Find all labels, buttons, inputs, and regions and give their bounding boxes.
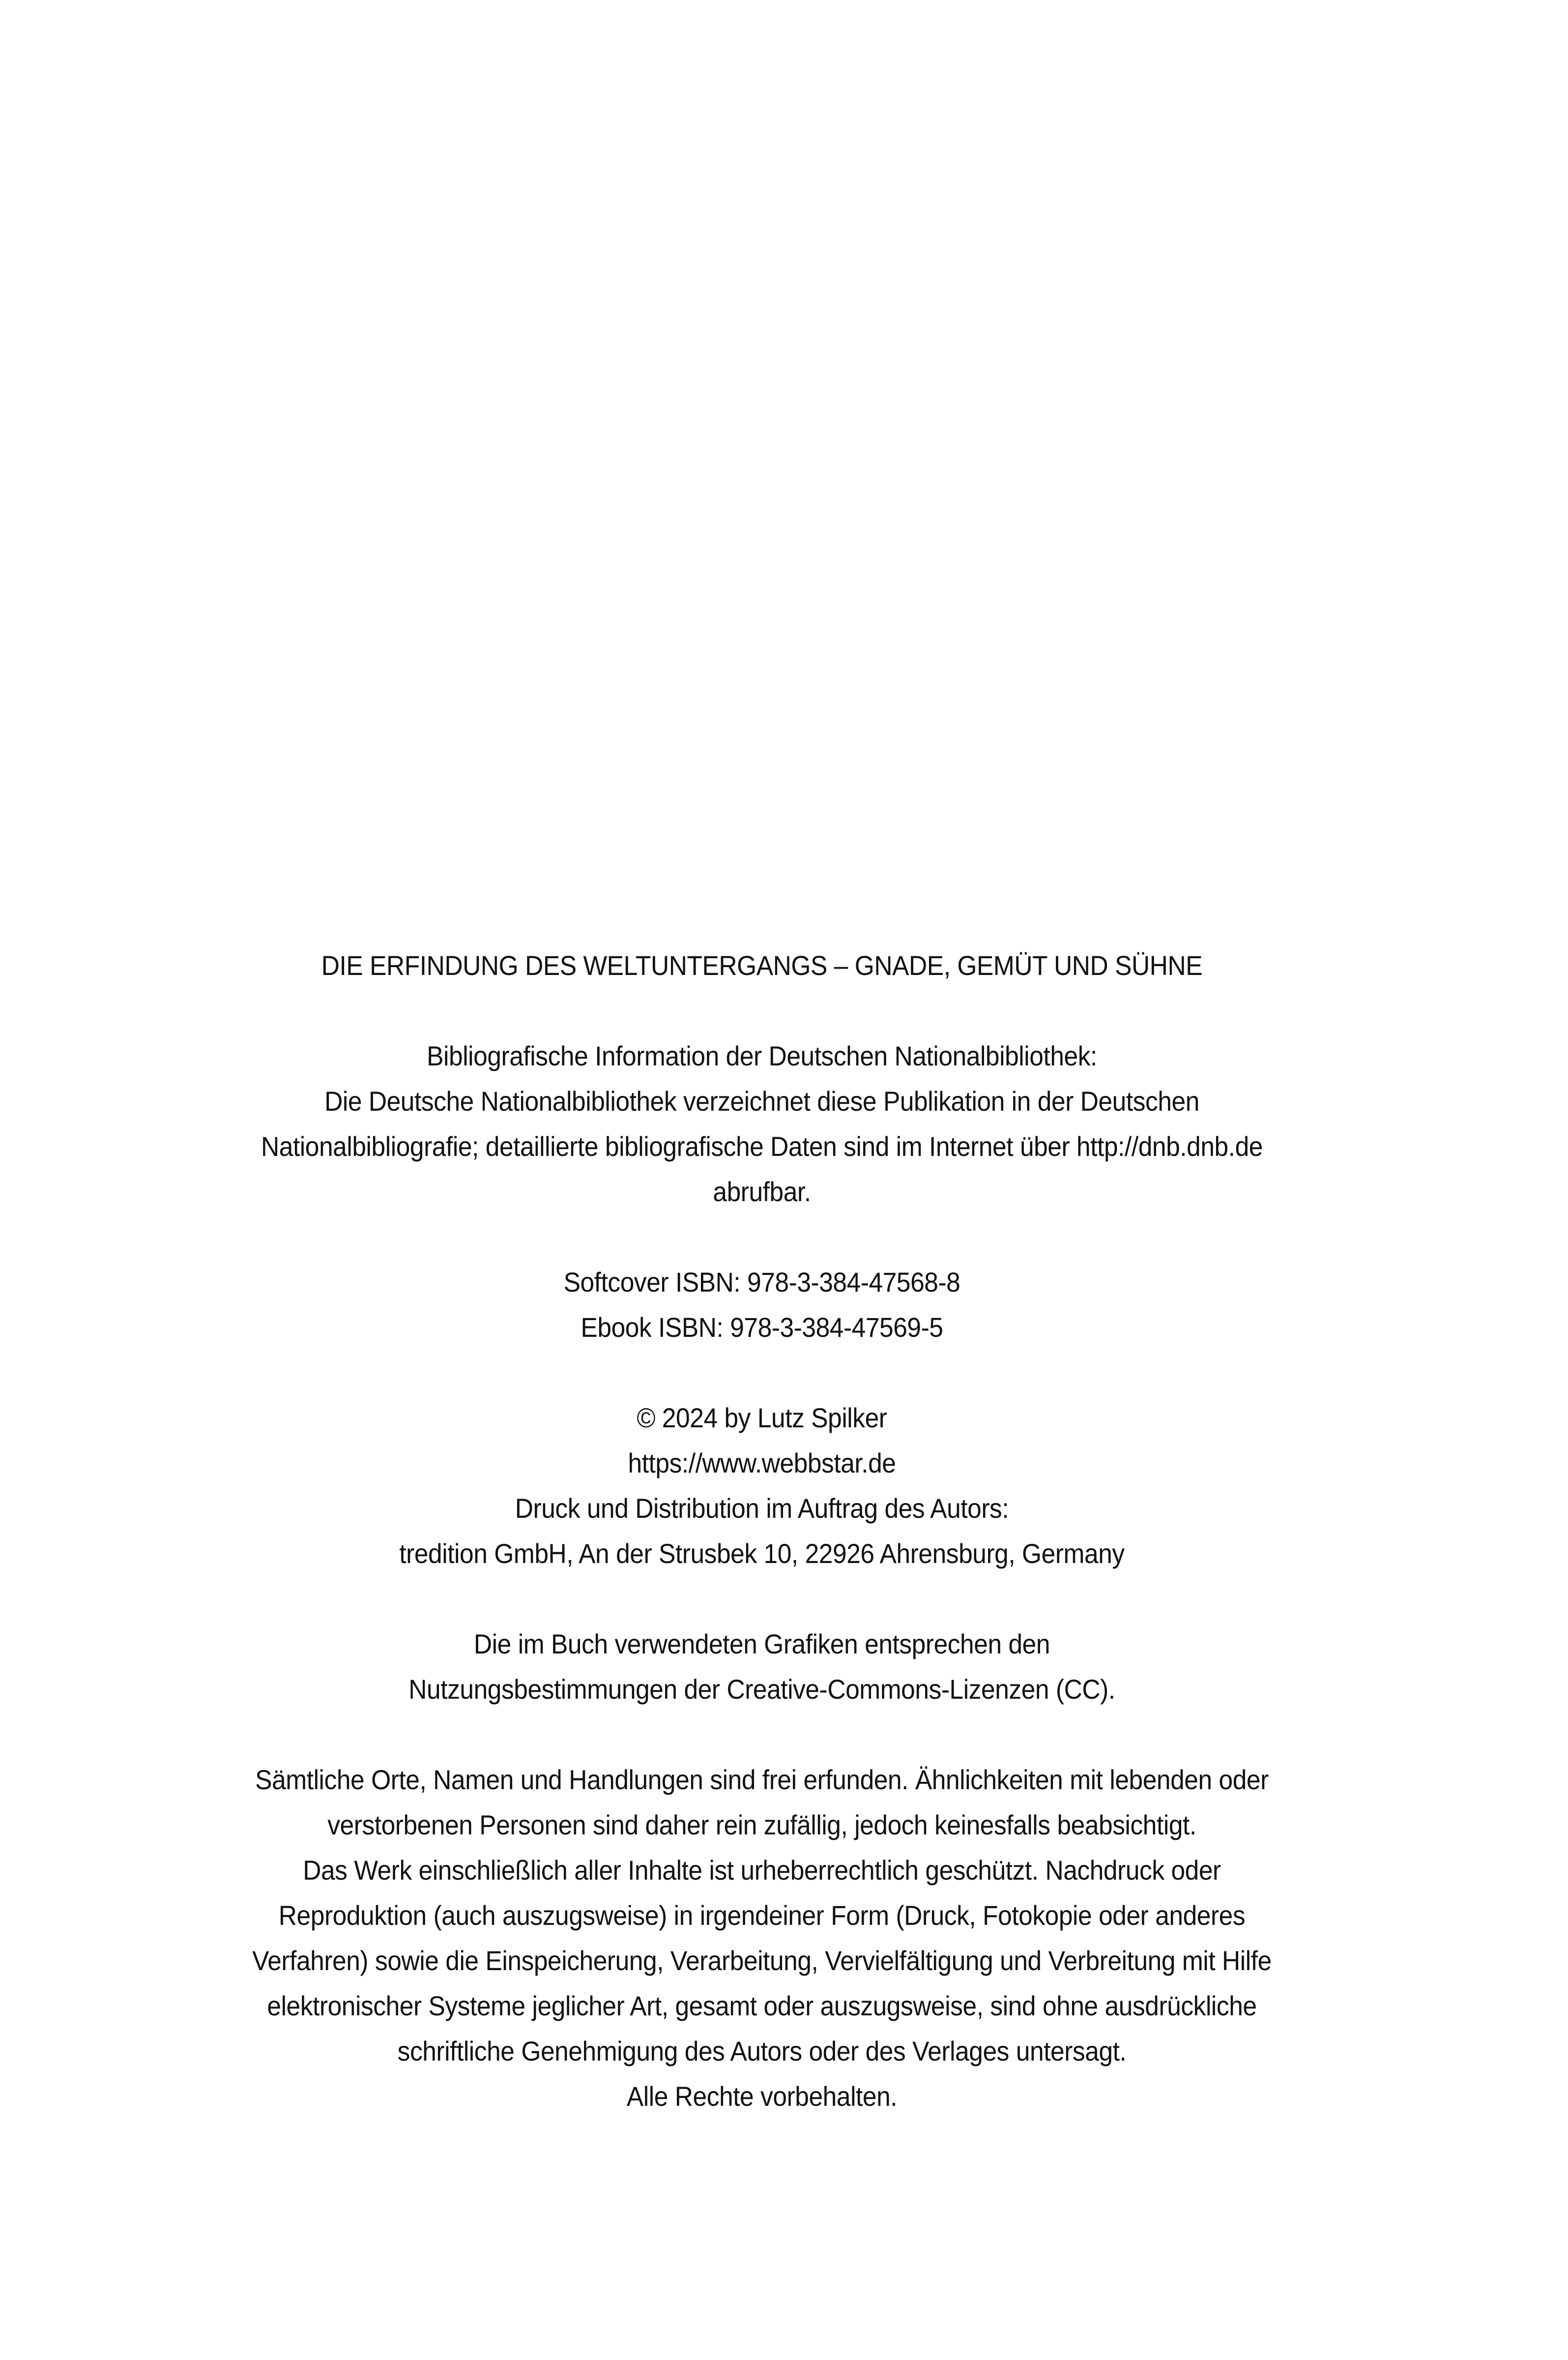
spacer <box>197 988 1327 1033</box>
legal-notice-line: elektronischer Systeme jeglicher Art, gesamt oder auszugsweise, sind ohne ausdrückliche <box>267 1990 1257 2021</box>
distribution-line: Druck und Distribution im Auftrag des Autors: <box>515 1493 1009 1524</box>
isbn-softcover: Softcover ISBN: 978-3-384-47568-8 <box>563 1267 960 1298</box>
imprint-block <box>197 943 1327 2119</box>
legal-notice-line: Reproduktion (auch auszugsweise) in irgendeiner Form (Druck, Fotokopie oder anderes <box>278 1900 1246 1931</box>
legal-notice-line: Verfahren) sowie die Einspeicherung, Verarbeitung, Vervielfältigung und Verbreitung mit Hilfe <box>252 1945 1272 1976</box>
bibliographic-line: abrufbar. <box>713 1176 811 1207</box>
spacer <box>197 1576 1327 1622</box>
author-website: https://www.webbstar.de <box>628 1447 896 1478</box>
bibliographic-line: Nationalbibliografie; detaillierte bibliografische Daten sind im Internet über http://dnb.dnb.de <box>261 1131 1263 1162</box>
spacer <box>197 1712 1327 1757</box>
legal-notice-line: Sämtliche Orte, Namen und Handlungen sind frei erfunden. Ähnlichkeiten mit lebenden oder <box>255 1764 1269 1795</box>
publisher-address: tredition GmbH, An der Strusbek 10, 22926 Ahrensburg, Germany <box>399 1538 1125 1569</box>
legal-notice-line: verstorbenen Personen sind daher rein zufällig, jedoch keinesfalls beabsichtigt. <box>327 1809 1196 1840</box>
legal-notice-line: Das Werk einschließlich aller Inhalte ist urheberrechtlich geschützt. Nachdruck oder <box>303 1855 1221 1886</box>
isbn-ebook: Ebook ISBN: 978-3-384-47569-5 <box>581 1312 943 1343</box>
spacer <box>197 1350 1327 1395</box>
graphics-notice-line: Nutzungsbestimmungen der Creative-Commons-Lizenzen (CC). <box>408 1674 1115 1705</box>
legal-notice-line: schriftliche Genehmigung des Autors oder des Verlages untersagt. <box>397 2036 1127 2066</box>
rights-reserved: Alle Rechte vorbehalten. <box>626 2081 898 2112</box>
bibliographic-line: Die Deutsche Nationalbibliothek verzeichnet diese Publikation in der Deutschen <box>324 1086 1199 1117</box>
spacer <box>197 1214 1327 1260</box>
bibliographic-heading: Bibliografische Information der Deutschen Nationalbibliothek: <box>427 1040 1097 1071</box>
book-title: DIE ERFINDUNG DES WELTUNTERGANGS – GNADE, GEMÜT UND SÜHNE <box>321 950 1203 981</box>
graphics-notice-line: Die im Buch verwendeten Grafiken entsprechen den <box>473 1628 1050 1659</box>
copyright-line: © 2024 by Lutz Spilker <box>637 1402 887 1433</box>
